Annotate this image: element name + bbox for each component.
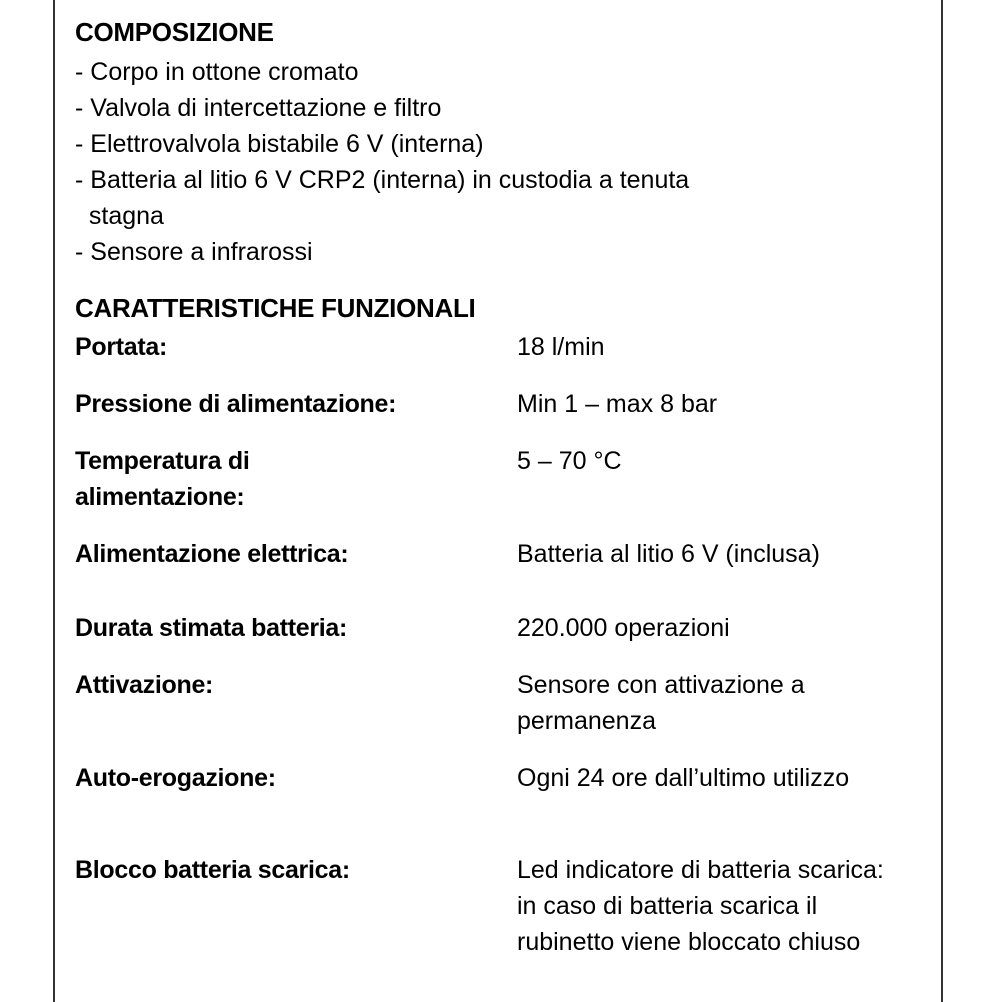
spec-value-alimentazione-elettrica: Batteria al litio 6 V (inclusa)	[517, 540, 820, 568]
spec-label-auto-erogazione: Auto-erogazione:	[75, 764, 276, 792]
spec-label-attivazione: Attivazione:	[75, 671, 214, 699]
spec-label-durata-batteria: Durata stimata batteria:	[75, 614, 348, 642]
composition-item: - Corpo in ottone cromato	[75, 58, 359, 86]
spec-value-temperatura: 5 – 70 °C	[517, 447, 622, 475]
spec-value-durata-batteria: 220.000 operazioni	[517, 614, 730, 642]
composition-item: - Sensore a infrarossi	[75, 238, 313, 266]
composition-item: - Valvola di intercettazione e filtro	[75, 94, 442, 122]
spec-label-blocco-batteria: Blocco batteria scarica:	[75, 856, 350, 884]
spec-label-alimentazione-elettrica: Alimentazione elettrica:	[75, 540, 349, 568]
composition-item: stagna	[75, 202, 164, 230]
spec-value-auto-erogazione: Ogni 24 ore dall’ultimo utilizzo	[517, 764, 850, 792]
caratteristiche-heading: CARATTERISTICHE FUNZIONALI	[75, 293, 476, 323]
composition-item: - Elettrovalvola bistabile 6 V (interna)	[75, 130, 484, 158]
spec-value-blocco-batteria: Led indicatore di batteria scarica: in caso di batteria scarica il rubinetto viene bloccato chiuso	[517, 856, 884, 956]
spec-label-portata: Portata:	[75, 333, 168, 361]
composition-item: - Batteria al litio 6 V CRP2 (interna) in custodia a tenuta	[75, 166, 690, 194]
spec-value-attivazione: Sensore con attivazione a permanenza	[517, 671, 805, 735]
spec-label-temperatura: Temperatura di alimentazione:	[75, 447, 250, 511]
spec-label-pressione: Pressione di alimentazione:	[75, 390, 397, 418]
composizione-heading: COMPOSIZIONE	[75, 17, 274, 47]
spec-value-portata: 18 l/min	[517, 333, 605, 361]
spec-value-pressione: Min 1 – max 8 bar	[517, 390, 718, 418]
